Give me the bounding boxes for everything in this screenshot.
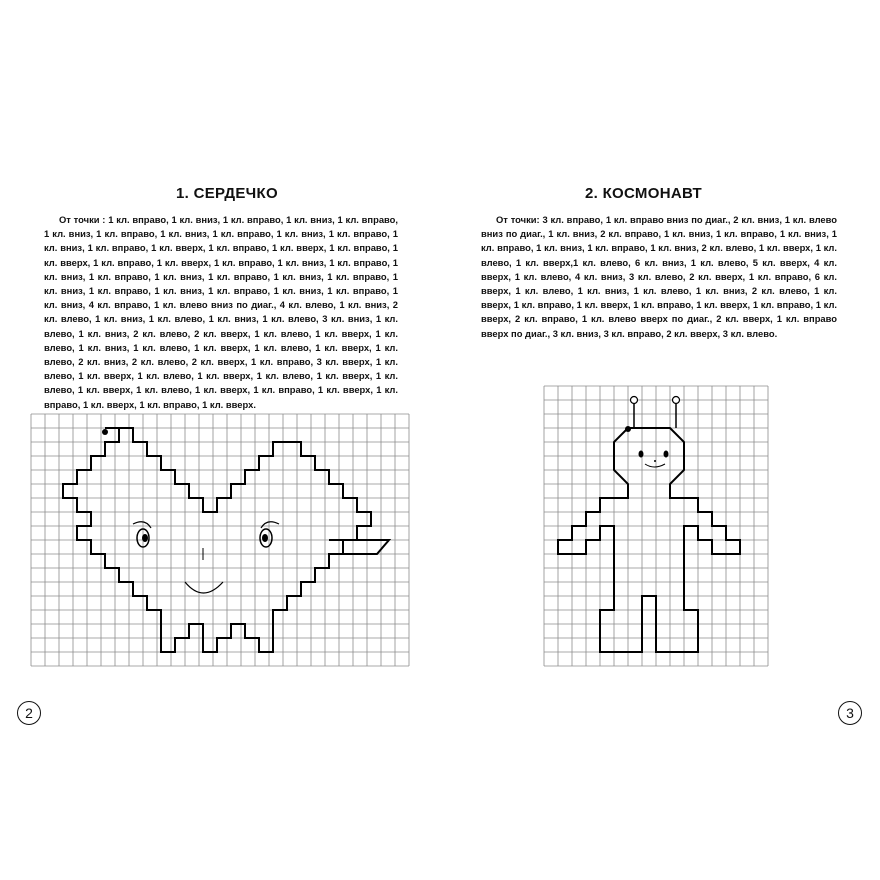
instructions-text: 3 кл. вправо, 1 кл. вправо вниз по диаг., 2 кл. вниз, 1 кл. влево вниз по диаг., 1 кл. вниз, 2 кл. вправо, 1 кл. вниз, 1 кл. вправо, 1 кл. вниз, 1 кл. вправо, 1 кл. вниз, 1 кл. вправо, 1 кл. вниз, 2 кл. влево, 1 кл. вверх, 1 кл. влево, 1 кл. вверх,1 кл. влево, 6 кл. вниз, 1 кл. влево, 5 кл. вверх, 4 кл. вверх, 1 кл. влево, 4 кл. вниз, 3 кл. влево, 2 кл. вверх, 1 кл. вправо, 6 кл. вверх, 1 кл. влево, 1 кл. вниз, 1 кл. влево, 1 кл. вниз, 2 кл. влево, 1 кл. вверх, 1 кл. вправо, 1 кл. вверх, 1 кл. вправо, 1 кл. вверх, 1 кл. вправо, 1 кл. вверх, 2 кл. вправо, 1 кл. влево вверх по диаг., 2 кл. вверх, 1 кл. вправо вверх по диаг., 3 кл. вниз, 3 кл. вправо, 2 кл. вверх, 3 кл. влево. xyxy=(481,214,837,339)
right-eye xyxy=(664,451,669,458)
smile xyxy=(645,464,665,467)
smile xyxy=(185,582,223,593)
page-number-left: 2 xyxy=(17,701,41,725)
page-title-astronaut: 2. КОСМОНАВТ xyxy=(585,185,702,202)
instructions-text: 1 кл. вправо, 1 кл. вниз, 1 кл. вправо, 1 кл. вниз, 1 кл. вправо, 1 кл. вниз, 1 кл. вправо, 1 кл. вниз, 1 кл. вправо, 1 кл. вниз, 1 кл. вправо, 1 кл. вниз, 1 кл. вправо, 1 кл. вверх, 1 кл. вправо, 1 кл. вверх, 1 кл. вправо, 1 кл. вверх, 1 кл. вправо, 1 кл. вверх, 1 кл. вправо, 1 кл. вниз, 1 кл. вправо, 1 кл. вниз, 1 кл. вправо, 1 кл. вниз, 1 кл. вправо, 1 кл. вниз, 1 кл. вправо, 1 кл. вниз, 1 кл. вправо, 1 кл. вниз, 1 кл. вправо, 1 кл. вниз, 1 кл. вправо, 1 кл. вниз, 4 кл. вправо, 1 кл. влево вниз по диаг., 4 кл. влево, 1 кл. вниз, 2 кл. влево, 1 кл. вниз, 1 кл. влево, 1 кл. вниз, 1 кл. влево, 3 кл. вниз, 1 кл. влево, 1 кл. вниз, 2 кл. влево, 2 кл. вверх, 1 кл. влево, 1 кл. вверх, 1 кл. влево, 1 кл. вниз, 1 кл. влево, 1 кл. вверх, 1 кл. влево, 1 кл. вверх, 1 кл. влево, 2 кл. вниз, 2 кл. влево, 2 кл. вверх, 1 кл. вправо, 3 кл. вверх, 1 кл. влево, 1 кл. вверх, 1 кл. влево, 1 кл. вверх, 1 кл. влево, 1 кл. вверх, 1 кл. влево, 1 кл. вверх, 1 кл. влево, 1 кл. вверх, 1 кл. вправо, 1 кл. вверх, 1 кл. вправо, 1 кл. вверх, 1 кл. вправо, 1 кл. вверх. xyxy=(44,214,399,410)
nose xyxy=(654,460,656,462)
page-title-heart: 1. СЕРДЕЧКО xyxy=(176,185,278,202)
astronaut-drawing-grid xyxy=(544,386,768,666)
left-eye xyxy=(133,522,151,547)
start-dot xyxy=(102,429,108,435)
start-dot xyxy=(625,426,631,432)
page-number-right: 3 xyxy=(838,701,862,725)
instructions-lead: От точки : xyxy=(59,214,106,225)
heart-drawing-grid xyxy=(31,414,409,666)
left-eye xyxy=(639,451,644,458)
heart-tail xyxy=(329,540,389,554)
antennas xyxy=(631,397,680,429)
instructions-astronaut xyxy=(481,213,837,341)
right-eye xyxy=(260,522,279,547)
instructions-lead: От точки: xyxy=(496,214,540,225)
instructions-heart xyxy=(44,213,398,412)
